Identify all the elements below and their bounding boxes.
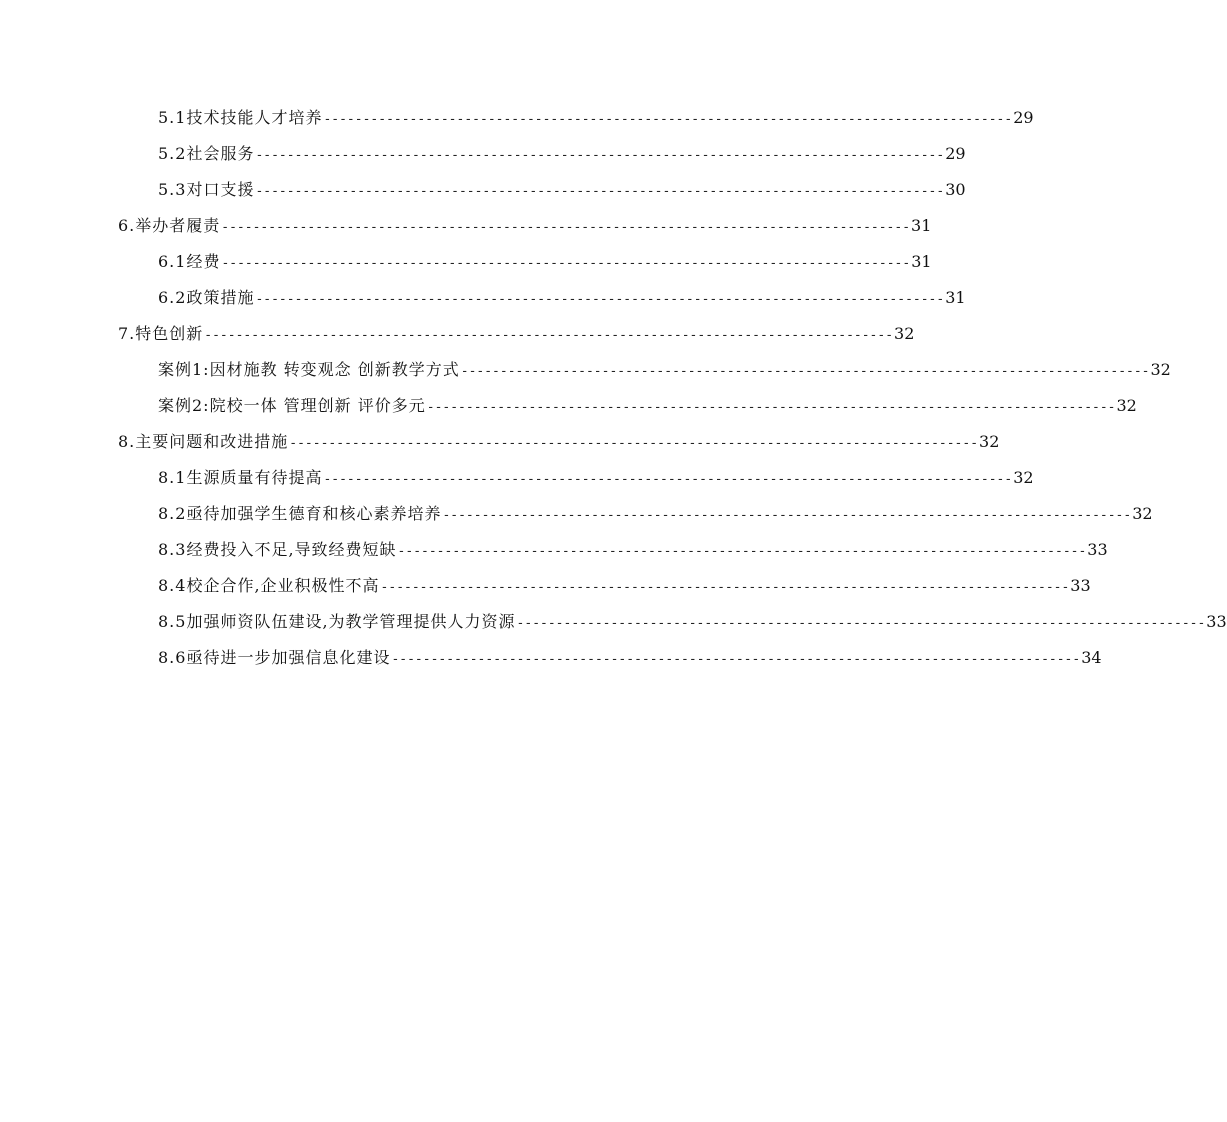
toc-entry-label: 5.1技术技能人才培养: [158, 108, 323, 127]
toc-page-number: 31: [911, 216, 932, 235]
toc-dot-leader: ----------------------------------------------------------------------------------------: [442, 508, 1132, 523]
toc-entry-label: 8.主要问题和改进措施: [118, 432, 289, 451]
toc-entry-8-5[interactable]: [158, 610, 1227, 634]
toc-dot-leader: ----------------------------------------------------------------------------------------: [204, 328, 894, 343]
toc-page-number: 33: [1206, 612, 1227, 631]
toc-entry-label: 8.2亟待加强学生德育和核心素养培养: [158, 504, 442, 523]
toc-entry-label: 5.2社会服务: [158, 144, 255, 163]
toc-entry-label: 6.1经费: [158, 252, 221, 271]
toc-entry-label: 8.4校企合作,企业积极性不高: [158, 576, 380, 595]
toc-dot-leader: ----------------------------------------------------------------------------------------: [391, 652, 1081, 667]
toc-entry-8-4[interactable]: [158, 574, 1091, 598]
toc-dot-leader: ----------------------------------------------------------------------------------------: [221, 256, 911, 271]
toc-dot-leader: ----------------------------------------------------------------------------------------: [397, 544, 1087, 559]
toc-entry-label: 8.5加强师资队伍建设,为教学管理提供人力资源: [158, 612, 516, 631]
toc-entry-case-2[interactable]: [158, 394, 1137, 418]
toc-page-number: 33: [1087, 540, 1108, 559]
toc-page-number: 29: [1013, 108, 1034, 127]
toc-page-number: 29: [945, 144, 966, 163]
toc-dot-leader: ----------------------------------------------------------------------------------------: [255, 148, 945, 163]
toc-page-number: 34: [1081, 648, 1102, 667]
toc-page-number: 32: [979, 432, 1000, 451]
toc-page-number: 32: [1150, 360, 1171, 379]
toc-entry-8-6[interactable]: [158, 646, 1102, 670]
toc-page-number: 31: [911, 252, 932, 271]
toc-entry-8-1[interactable]: [158, 466, 1034, 490]
toc-page-number: 33: [1070, 576, 1091, 595]
toc-page-number: 32: [894, 324, 915, 343]
toc-page-number: 32: [1132, 504, 1153, 523]
toc-entry-label: 8.1生源质量有待提高: [158, 468, 323, 487]
toc-entry-6[interactable]: [118, 214, 932, 238]
toc-dot-leader: ----------------------------------------------------------------------------------------: [380, 580, 1070, 595]
toc-page-number: 30: [945, 180, 966, 199]
toc-dot-leader: ----------------------------------------------------------------------------------------: [516, 616, 1206, 631]
toc-dot-leader: ----------------------------------------------------------------------------------------: [323, 112, 1013, 127]
toc-entry-label: 7.特色创新: [118, 324, 204, 343]
toc-entry-8[interactable]: [118, 430, 1000, 454]
toc-entry-label: 6.2政策措施: [158, 288, 255, 307]
toc-entry-label: 6.举办者履责: [118, 216, 221, 235]
toc-entry-8-2[interactable]: [158, 502, 1153, 526]
toc-entry-label: 案例2:院校一体 管理创新 评价多元: [158, 396, 426, 415]
toc-entry-label: 案例1:因材施教 转变观念 创新教学方式: [158, 360, 460, 379]
toc-entry-5-2[interactable]: [158, 142, 966, 166]
toc-dot-leader: ----------------------------------------------------------------------------------------: [255, 292, 945, 307]
toc-entry-5-1[interactable]: [158, 106, 1034, 130]
toc-dot-leader: ----------------------------------------------------------------------------------------: [426, 400, 1116, 415]
toc-entry-6-1[interactable]: [158, 250, 932, 274]
toc-dot-leader: ----------------------------------------------------------------------------------------: [221, 220, 911, 235]
toc-entry-label: 5.3对口支援: [158, 180, 255, 199]
toc-page-number: 32: [1013, 468, 1034, 487]
toc-entry-7[interactable]: [118, 322, 915, 346]
toc-dot-leader: ----------------------------------------------------------------------------------------: [460, 364, 1150, 379]
toc-dot-leader: ----------------------------------------------------------------------------------------: [289, 436, 979, 451]
toc-entry-5-3[interactable]: [158, 178, 966, 202]
toc-dot-leader: ----------------------------------------------------------------------------------------: [255, 184, 945, 199]
toc-entry-label: 8.6亟待进一步加强信息化建设: [158, 648, 391, 667]
toc-entry-8-3[interactable]: [158, 538, 1108, 562]
toc-entry-case-1[interactable]: [158, 358, 1171, 382]
toc-dot-leader: ----------------------------------------------------------------------------------------: [323, 472, 1013, 487]
toc-entry-label: 8.3经费投入不足,导致经费短缺: [158, 540, 397, 559]
toc-entry-6-2[interactable]: [158, 286, 966, 310]
toc-page-number: 32: [1116, 396, 1137, 415]
toc-page-number: 31: [945, 288, 966, 307]
